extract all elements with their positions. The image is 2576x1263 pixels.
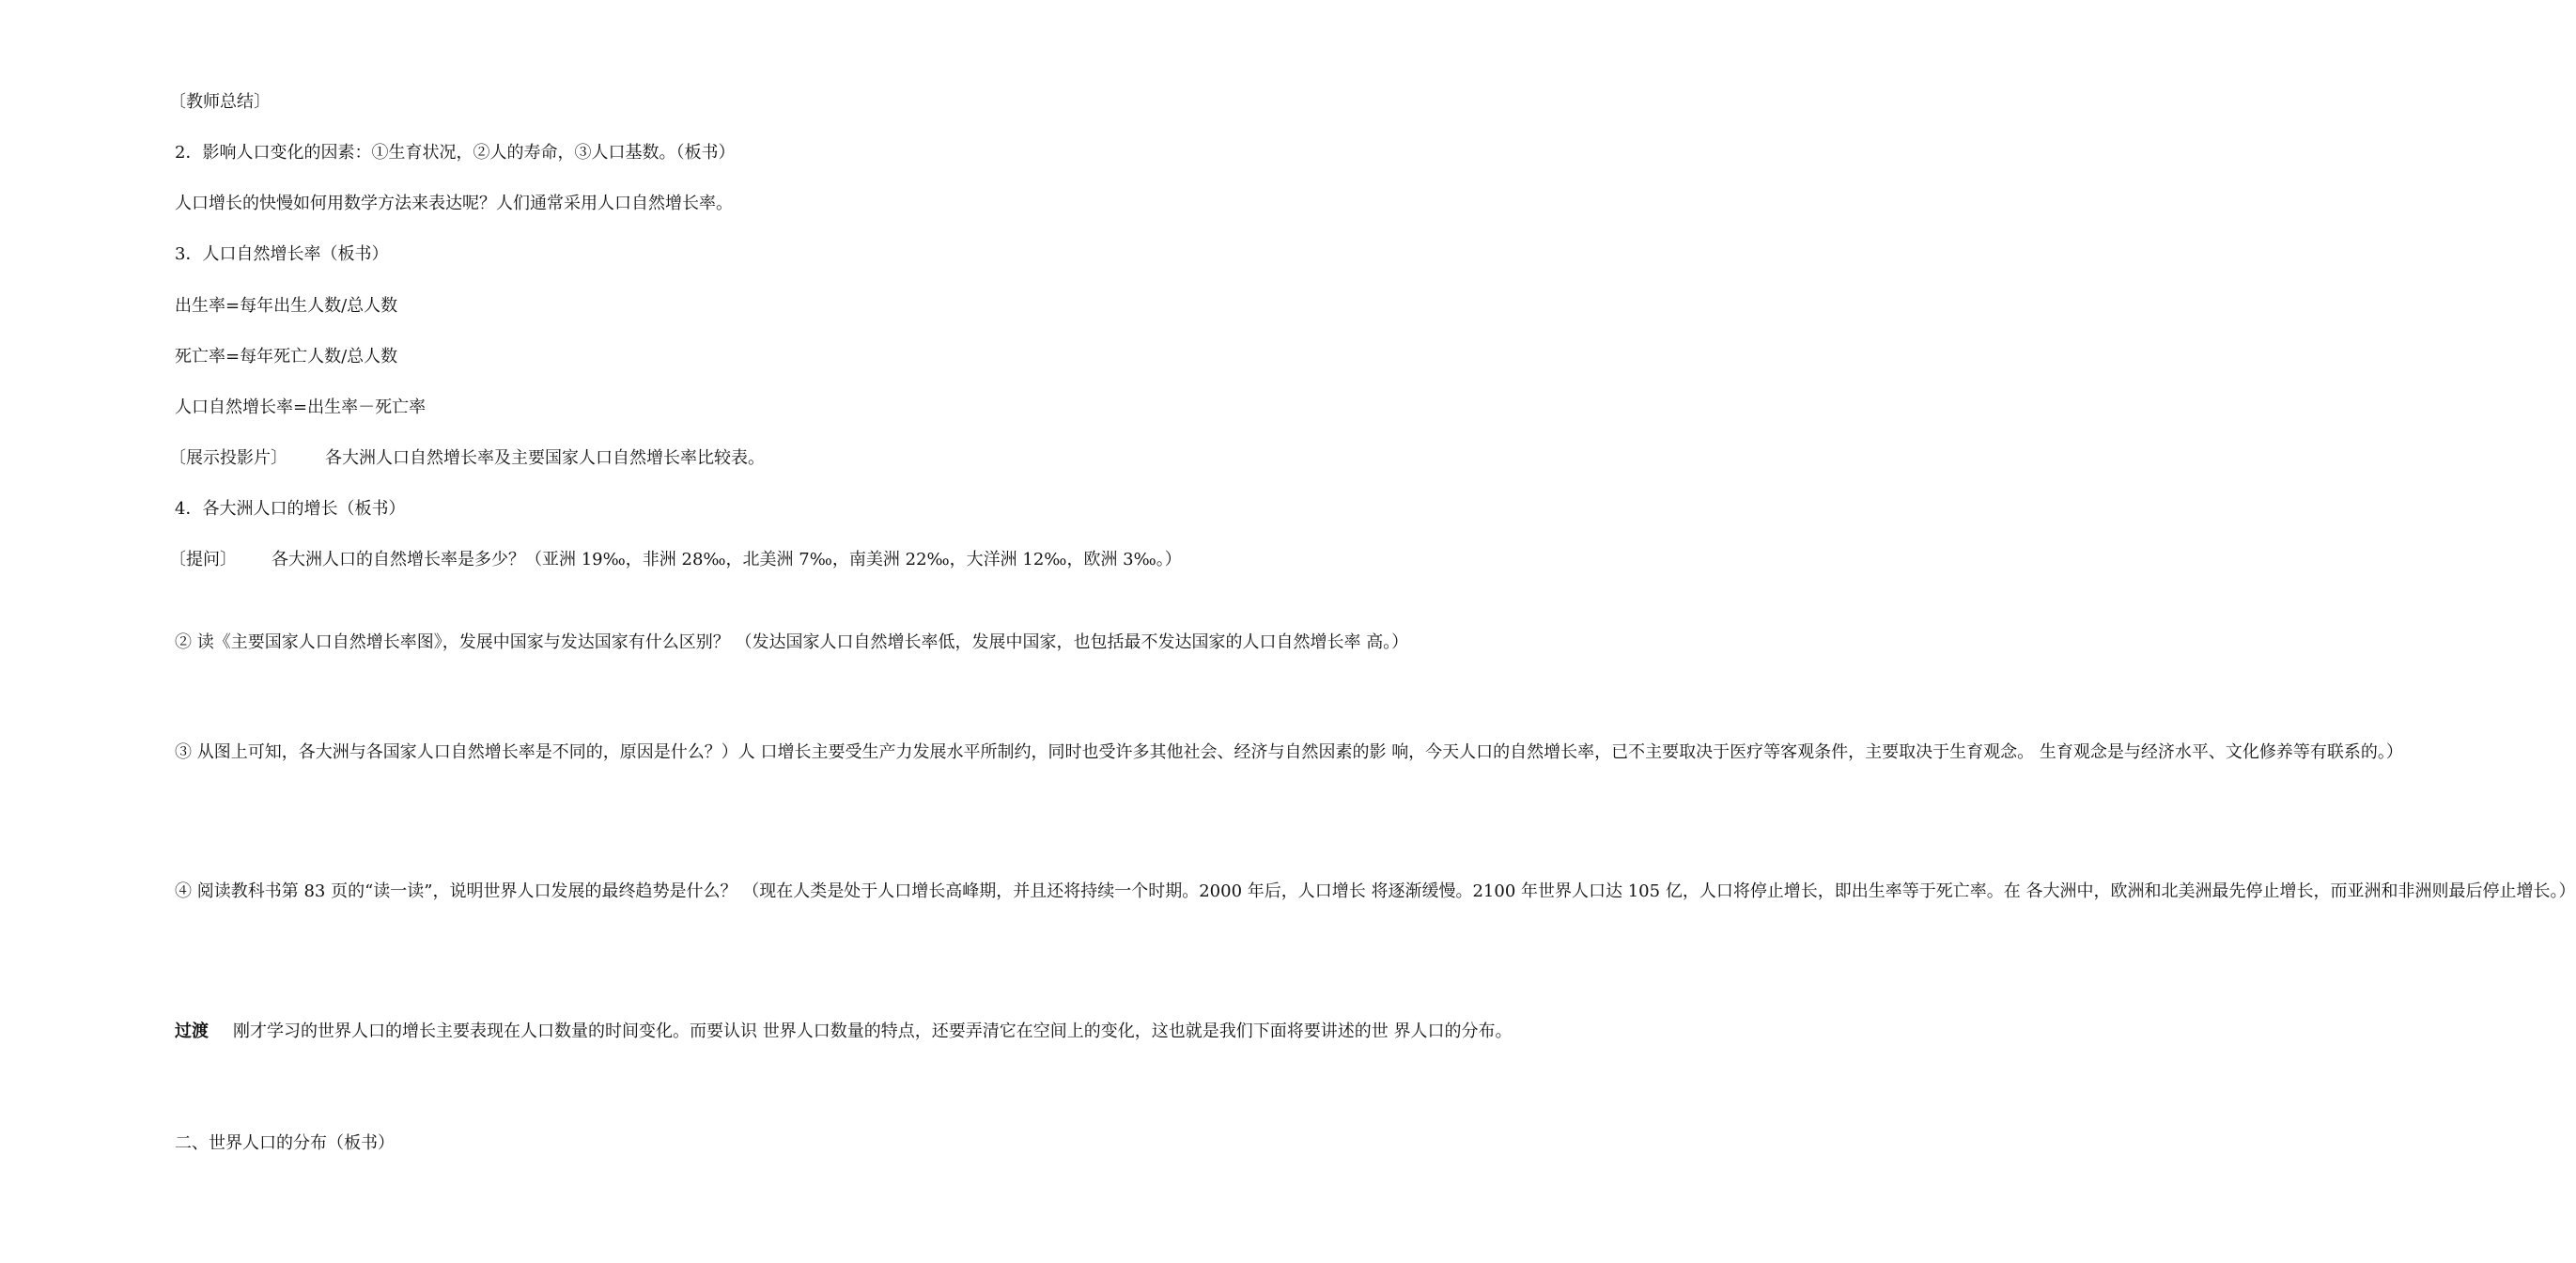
trend-line-4: 各大洲中，欧洲和北美洲最先停止增长，而亚洲和非洲则最后停止增长。） xyxy=(2025,881,2576,901)
slide-display-text: 各大洲人口自然增长率及主要国家人口自然增长率比较表。 xyxy=(325,448,765,468)
slide-display-tag: 〔展示投影片〕 xyxy=(169,448,287,468)
transition-line-1: 刚才学习的世界人口的增长主要表现在人口数量的时间变化。而要认识 xyxy=(233,1021,757,1041)
natural-growth-rate-heading-text: 3．人口自然增长率（板书） xyxy=(175,244,389,264)
developing-line-3: 高。） xyxy=(1366,632,1409,652)
trend-line-2: （现在人类是处于人口增长高峰期，并且还将持续一个时期。2000 年后，人口增长 xyxy=(742,881,1366,901)
continent-growth-heading xyxy=(175,494,851,523)
natural-growth-formula xyxy=(175,393,851,422)
population-factors-line xyxy=(175,138,851,167)
transition-tag: 过渡 xyxy=(175,1021,209,1041)
growth-rate-question-text: 人口增长的快慢如何用数学方法来表达呢？人们通常采用人口自然增长率。 xyxy=(175,194,733,213)
teacher-summary-text: 〔教师总结〕 xyxy=(169,92,271,112)
continent-growth-heading-text: 4．各大洲人口的增长（板书） xyxy=(175,499,406,519)
slide-display-line xyxy=(169,444,846,473)
death-rate-formula xyxy=(175,342,851,371)
transition-paragraph xyxy=(140,1017,1513,1046)
question-paragraph xyxy=(140,545,1182,574)
developing-line-2: （发达国家人口自然增长率低，发展中国家，也包括最不发达国家的人口自然增长率 xyxy=(735,632,1361,652)
developing-vs-developed-paragraph xyxy=(140,628,1409,657)
causes-line-1: ③ 从图上可知，各大洲与各国家人口自然增长率是不同的，原因是什么？）人 xyxy=(175,742,755,762)
causes-line-4: 生育观念是与经济水平、文化修养等有联系的。） xyxy=(2039,742,2403,762)
population-distribution-heading xyxy=(175,1129,851,1158)
natural-growth-formula-text: 人口自然增长率=出生率－死亡率 xyxy=(175,398,427,417)
trend-line-3: 将逐渐缓慢。2100 年世界人口达 105 亿，人口将停止增长，即出生率等于死亡率。在 xyxy=(1371,881,2021,901)
causes-paragraph xyxy=(140,738,2403,767)
trend-paragraph xyxy=(140,877,2576,906)
teacher-summary-heading xyxy=(169,87,846,117)
question-line-2: 7‰，南美洲 22‰，大洋洲 12‰，欧洲 3‰。） xyxy=(799,550,1182,569)
natural-growth-rate-heading xyxy=(175,240,851,269)
death-rate-formula-text: 死亡率=每年死亡人数/总人数 xyxy=(175,347,398,366)
trend-line-1: ④ 阅读教科书第 83 页的“读一读”，说明世界人口发展的最终趋势是什么？ xyxy=(175,881,737,901)
causes-line-3: 响，今天人口的自然增长率，已不主要取决于医疗等客观条件，主要取决于生育观念。 xyxy=(1391,742,2035,762)
growth-rate-question xyxy=(175,189,851,218)
question-line-1: 各大洲人口的自然增长率是多少？（亚洲 19‰，非洲 28‰，北美洲 xyxy=(272,550,794,569)
question-tag: 〔提问〕 xyxy=(169,550,237,569)
birth-rate-formula xyxy=(175,291,851,320)
population-distribution-heading-text: 二、世界人口的分布（板书） xyxy=(175,1133,395,1153)
transition-line-3: 界人口的分布。 xyxy=(1393,1021,1513,1041)
developing-line-1: ② 读《主要国家人口自然增长率图》，发展中国家与发达国家有什么区别？ xyxy=(175,632,730,652)
population-factors-text: 2．影响人口变化的因素：①生育状况，②人的寿命，③人口基数。（板书） xyxy=(175,143,736,163)
transition-line-2: 世界人口数量的特点，还要弄清它在空间上的变化，这也就是我们下面将要讲述的世 xyxy=(762,1021,1389,1041)
causes-line-2: 口增长主要受生产力发展水平所制约，同时也受许多其他社会、经济与自然因素的影 xyxy=(760,742,1387,762)
birth-rate-formula-text: 出生率=每年出生人数/总人数 xyxy=(175,296,398,316)
